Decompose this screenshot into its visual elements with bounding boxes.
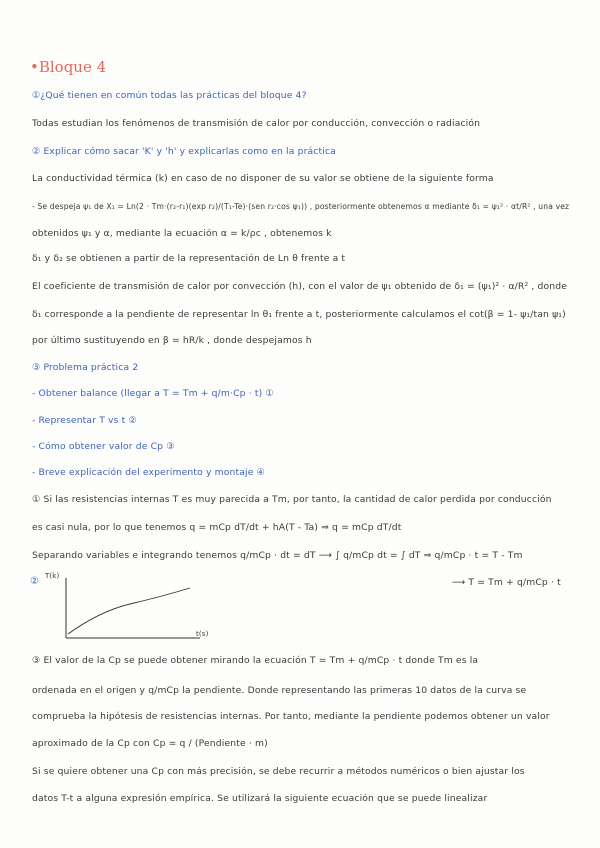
answer-line: ⟶ T = Tm + q/mCp · t [452,577,561,588]
graph-y-label: T(k) [45,572,60,580]
task-item: - Cómo obtener valor de Cp ③ [32,441,175,452]
answer-line: Si se quiere obtener una Cp con más precisión, se debe recurrir a métodos numéricos o bien ajustar los [32,766,525,777]
question-1: ①¿Qué tienen en común todas las prácticas del bloque 4? [32,90,307,101]
answer-line: comprueba la hipótesis de resistencias internas. Por tanto, mediante la pendiente podemos obtener un valor [32,711,550,722]
answer-line: La conductividad térmica (k) en caso de no disponer de su valor se obtiene de la siguiente forma [32,173,494,184]
answer-line: ① Si las resistencias internas T es muy parecida a Tm, por tanto, la cantidad de calor perdida por conducción [32,494,552,505]
answer-line: obtenidos ψ₁ y α, mediante la ecuación α = k/ρc , obtenemos k [32,228,332,239]
answer-line: δ₁ y δ₂ se obtienen a partir de la representación de Ln θ frente a t [32,253,346,264]
heating-curve [68,588,190,634]
question-2: ② Explicar cómo sacar 'K' y 'h' y explicarlas como en la práctica [32,146,336,157]
answer-line: ③ El valor de la Cp se puede obtener mirando la ecuación T = Tm + q/mCp · t donde Tm es la [32,655,479,666]
answer-line: Todas estudian los fenómenos de transmisión de calor por conducción, convección o radiación [32,118,481,129]
temperature-time-graph [40,576,210,646]
answer-line: - Se despeja ψ₁ de X₁ = Ln(2 · Tm·(r₂-r₁)(exp r₂)/(T₁-Te)·(sen r₂·cos ψ₁)) , posteriormente obtenemos α mediante δ₁ = ψ₁² · αt/R² , una vez [32,202,570,211]
graph-x-label: t(s) [196,630,209,638]
answer-line: δ₁ corresponde a la pendiente de representar ln θ₁ frente a t, posteriormente calculamos el cot(β = 1- ψ₁/tan ψ₁) [32,309,566,320]
graph-number: ② [30,576,40,587]
answer-line: por último sustituyendo en β = hR/k , donde despejamos h [32,335,312,346]
task-item: - Representar T vs t ② [32,415,137,426]
answer-line: es casi nula, por lo que tenemos q = mCp dT/dt + hA(T - Ta) ⇒ q = mCp dT/dt [32,522,402,533]
page-title: •Bloque 4 [30,58,107,76]
question-3: ③ Problema práctica 2 [32,362,139,373]
answer-line: aproximado de la Cp con Cp = q / (Pendiente · m) [32,738,268,749]
answer-line: El coeficiente de transmisión de calor por convección (h), con el valor de ψ₁ obtenido de δ₁ = (ψ₁)² · α/R² , donde [32,281,568,292]
task-item: - Obtener balance (llegar a T = Tm + q/m·Cp · t) ① [32,388,274,399]
task-item: - Breve explicación del experimento y montaje ④ [32,467,265,478]
answer-line: ordenada en el origen y q/mCp la pendiente. Donde representando las primeras 10 datos de la curva se [32,685,527,696]
answer-line: datos T-t a alguna expresión empírica. Se utilizará la siguiente ecuación que se puede linealizar [32,793,488,804]
answer-line: Separando variables e integrando tenemos q/mCp · dt = dT ⟶ ∫ q/mCp dt = ∫ dT ⇒ q/mCp · t = T - Tm [32,550,523,561]
